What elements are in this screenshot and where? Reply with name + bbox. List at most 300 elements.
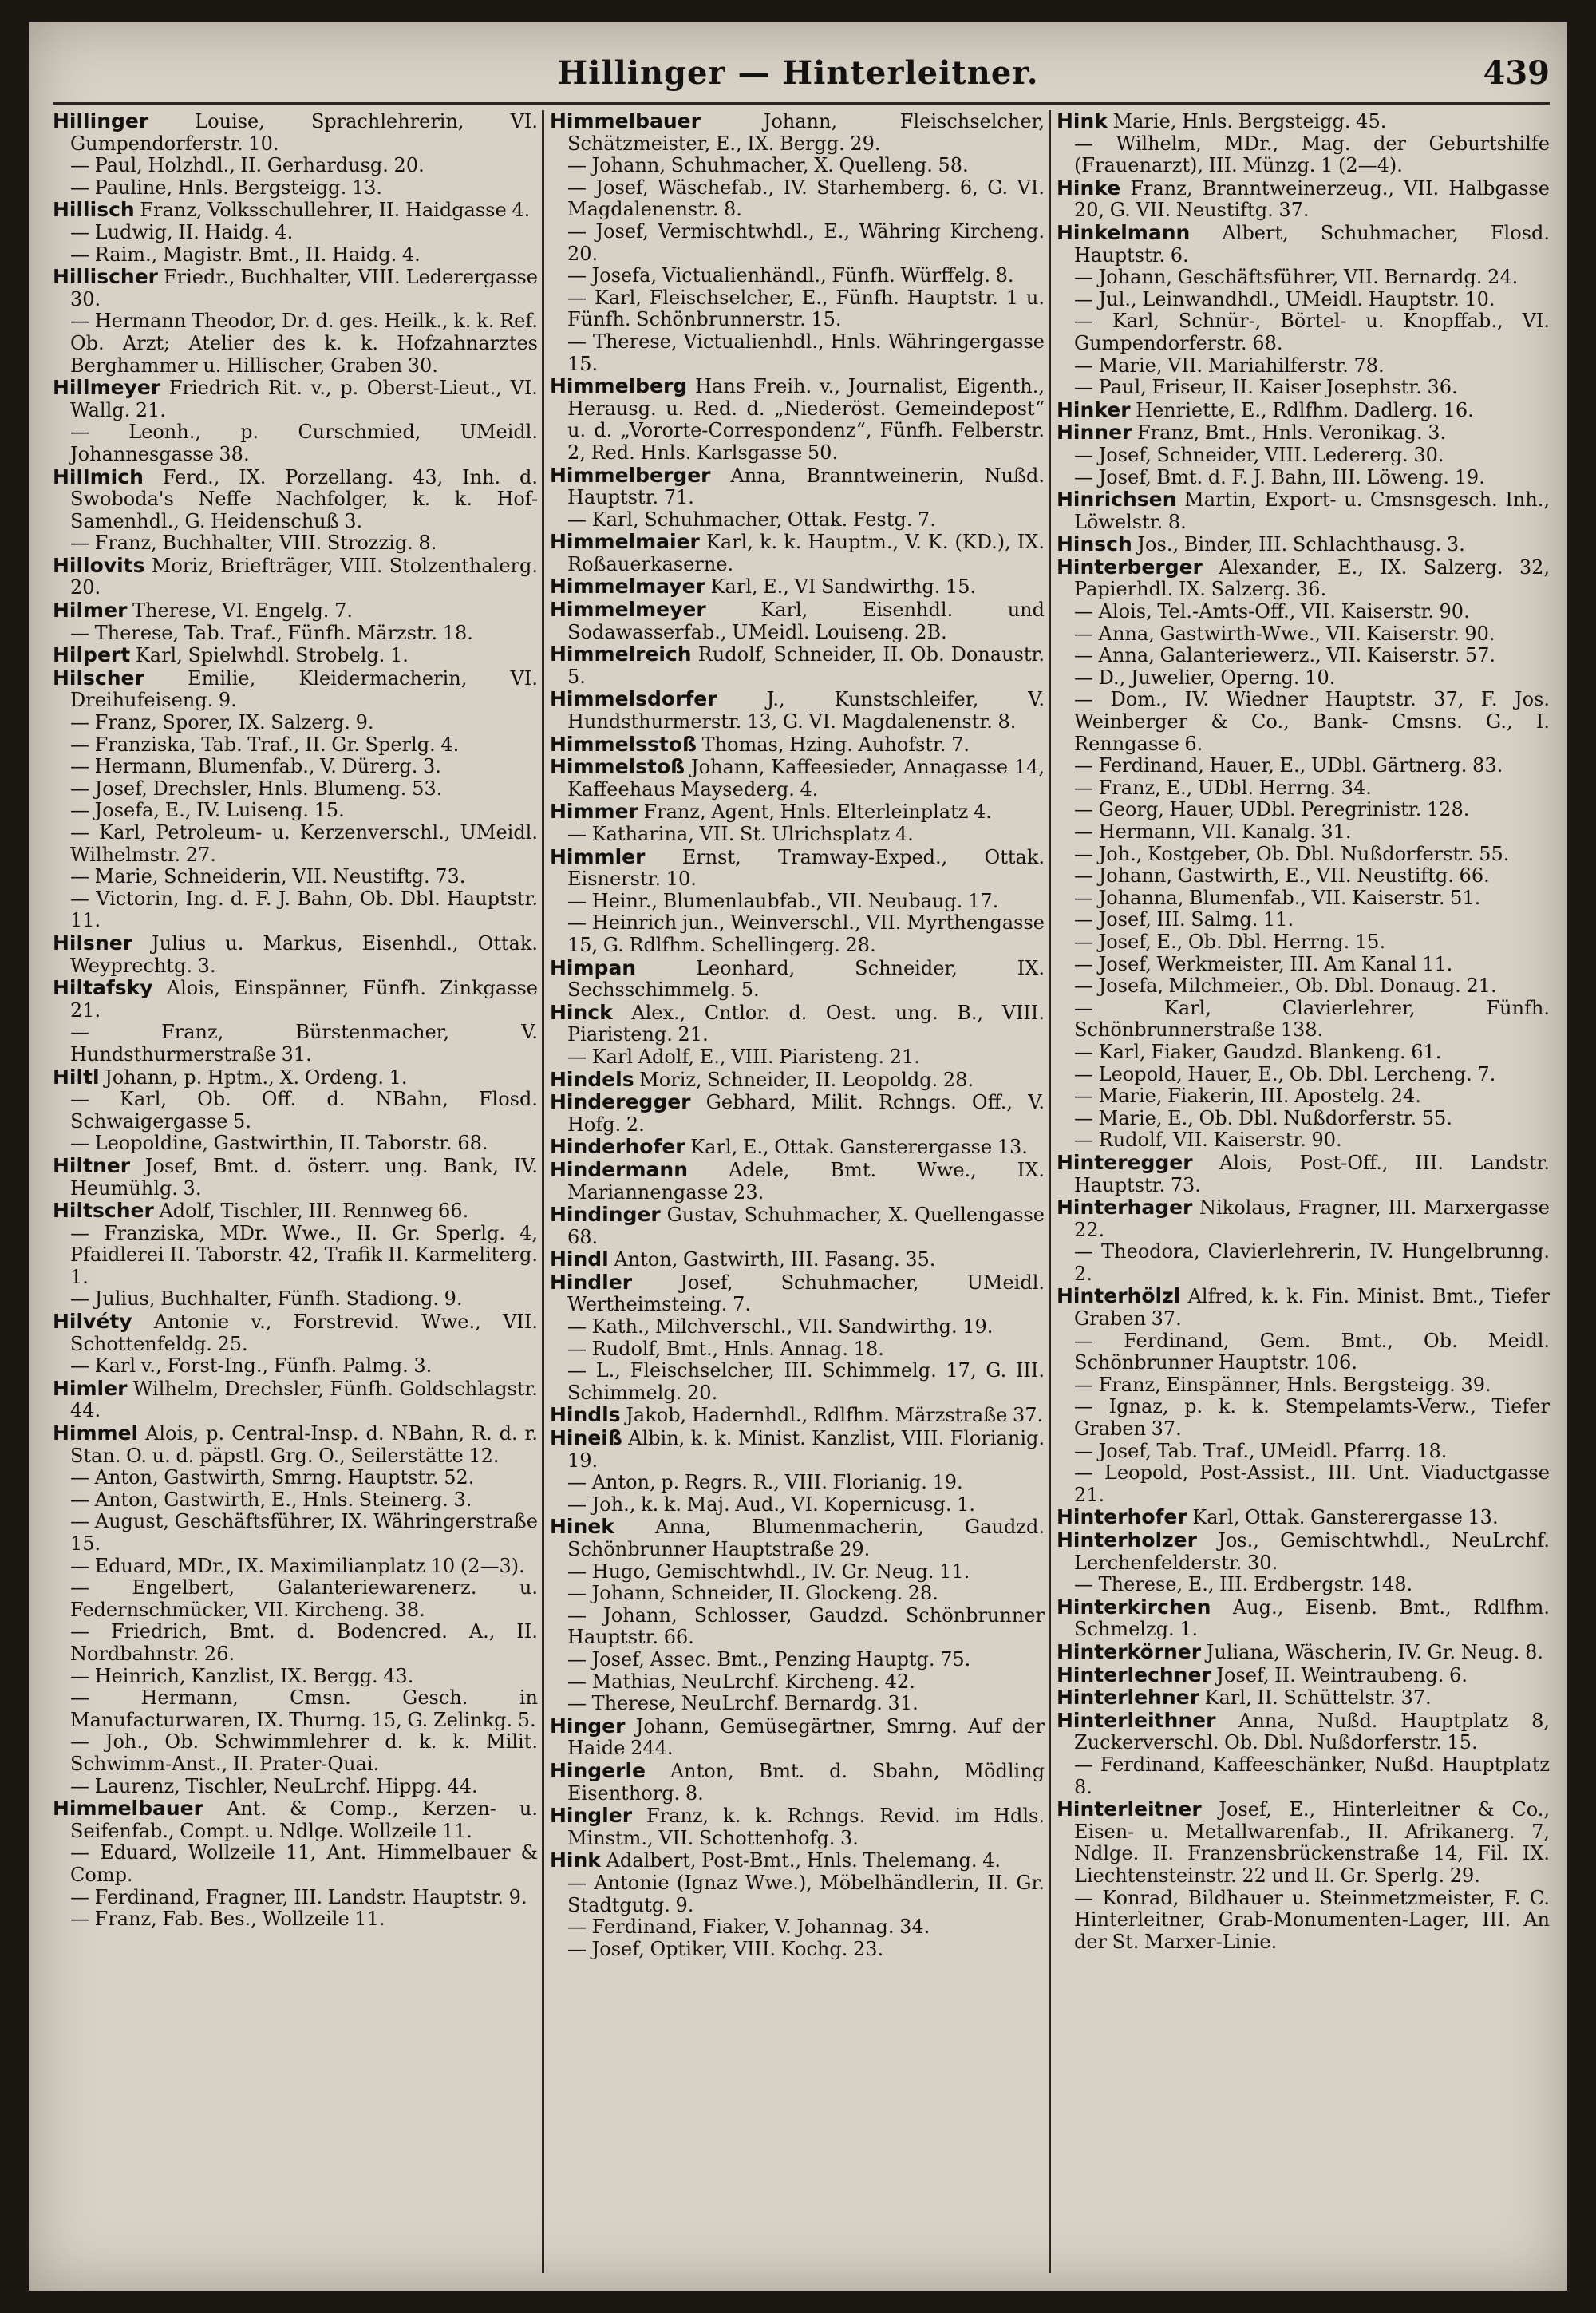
directory-entry <box>53 1908 538 1931</box>
entry-text: Marie, Hnls. Bergsteigg. 45. <box>1107 110 1387 132</box>
directory-entry <box>550 375 1045 464</box>
directory-entry <box>53 1556 538 1578</box>
directory-entry <box>53 266 538 310</box>
directory-entry <box>53 932 538 977</box>
entry-surname: Himmel <box>53 1421 139 1445</box>
entry-text: Karl, Clavierlehrer, Fünfh. Schönbrunnerstraße 138. <box>1074 996 1550 1042</box>
entry-surname: Hinterholzer <box>1057 1528 1197 1552</box>
entry-text: Hermann, Cmsn. Gesch. in Manufacturwaren, IX. Thurng. 15, G. Zelinkg. 5. <box>70 1686 538 1731</box>
directory-entry <box>550 1360 1045 1404</box>
entry-text: Adalbert, Post-Bmt., Hnls. Thelemang. 4. <box>600 1849 1001 1872</box>
entry-text: Josef, Assec. Bmt., Penzing Hauptg. 75. <box>591 1647 971 1670</box>
entry-text: Ludwig, II. Haidg. 4. <box>94 220 294 243</box>
entry-text: Paul, Friseur, II. Kaiser Josephstr. 36. <box>1098 376 1458 399</box>
entry-surname: Himmelmaier <box>550 530 700 554</box>
directory-entry <box>1057 1285 1550 1330</box>
entry-text: Henriette, E., Rdlfhm. Dadlerg. 16. <box>1130 398 1474 421</box>
directory-entry <box>53 1378 538 1422</box>
directory-entry <box>53 421 538 465</box>
entry-text: Louise, Sprachlehrerin, VI. Gumpendorferstr. 10. <box>70 110 538 155</box>
entry-text: Emilie, Kleidermacherin, VI. Dreihufeiseng. 9. <box>70 666 538 712</box>
entry-surname: Hinterhager <box>1057 1196 1193 1220</box>
entry-surname: Hinsch <box>1057 532 1132 556</box>
entry-surname: Hinterhölzl <box>1057 1284 1181 1308</box>
entry-text: Karl, Ottak. Gansterergasse 13. <box>1187 1506 1499 1529</box>
directory-entry <box>53 466 538 533</box>
entry-text: Alois, Tel.-Amts-Off., VII. Kaiserstr. 90. <box>1098 600 1470 623</box>
directory-entry <box>53 1577 538 1621</box>
directory-entry <box>1057 623 1550 646</box>
directory-entry <box>53 1797 538 1842</box>
directory-entry <box>53 155 538 177</box>
directory-entry <box>53 1887 538 1909</box>
entry-text: Karl, E., VI Sandwirthg. 15. <box>705 575 977 599</box>
directory-entry <box>550 1002 1045 1046</box>
directory-entry <box>550 110 1045 155</box>
entry-surname: Himmelstoß <box>550 755 685 779</box>
entry-surname: Hiltner <box>53 1153 131 1177</box>
directory-entry <box>1057 888 1550 910</box>
directory-entry <box>550 1159 1045 1204</box>
entry-text: Anton, p. Regrs. R., VIII. Florianig. 19. <box>591 1471 963 1494</box>
directory-entry <box>53 1621 538 1665</box>
entry-text: Johann, p. Hptm., X. Ordeng. 1. <box>99 1066 408 1089</box>
directory-entry <box>53 977 538 1022</box>
directory-entry <box>550 465 1045 509</box>
entry-surname: Hinkelmann <box>1057 220 1191 244</box>
entry-text: Ferd., IX. Porzellang. 43, Inh. d. Swoboda's Neffe Nachfolger, k. k. Hof-Samenhdl., G. Heidenschuß 3. <box>70 465 538 532</box>
entry-text: Karl v., Forst-Ing., Fünfh. Palmg. 3. <box>94 1354 433 1378</box>
entry-text: Therese, Victualienhdl., Hnls. Währingergasse 15. <box>567 330 1045 375</box>
directory-entry <box>53 555 538 599</box>
entry-text: Johann, Fleischselcher, Schätzmeister, E., IX. Bergg. 29. <box>567 110 1045 155</box>
directory-entry <box>550 1404 1045 1427</box>
directory-entry <box>1057 445 1550 467</box>
directory-entry <box>1057 1462 1550 1506</box>
entry-surname: Hillisch <box>53 198 135 222</box>
entry-text: Rudolf, Schneider, II. Ob. Donaustr. 5. <box>567 643 1045 688</box>
directory-entry <box>1057 533 1550 556</box>
entry-text: Karl, Petroleum- u. Kerzenverschl., UMeidl. Wilhelmstr. 27. <box>70 821 538 866</box>
entry-text: Friedr., Buchhalter, VIII. Lederergasse 30. <box>70 266 538 310</box>
entry-text: Heinrich, Kanzlist, IX. Bergg. 43. <box>94 1664 414 1687</box>
entry-text: Anna, Galanteriewerz., VII. Kaiserstr. 57. <box>1098 644 1496 667</box>
entry-surname: Hiltafsky <box>53 976 153 1000</box>
entry-surname: Himmelreich <box>550 642 692 666</box>
entry-surname: Hilscher <box>53 666 144 690</box>
directory-entry <box>1057 1574 1550 1596</box>
entry-text: Karl, Schuhmacher, Ottak. Festg. 7. <box>591 508 936 531</box>
entry-text: Konrad, Bildhauer u. Steinmetzmeister, F. C. Hinterleitner, Grab-Monumenten-Lager, III. An der St. Marxer-Linie. <box>1074 1886 1550 1953</box>
entry-text: Franz, k. k. Rchngs. Revid. im Hdls. Minstm., VII. Schottenhofg. 3. <box>567 1805 1045 1849</box>
entry-text: Leopold, Post-Assist., III. Unt. Viaductgasse 21. <box>1074 1461 1550 1506</box>
entry-text: Josef, Vermischtwhdl., E., Währing Kircheng. 20. <box>567 219 1045 265</box>
directory-entry <box>53 1155 538 1200</box>
entry-text: Johann, Schuhmacher, X. Quelleng. 58. <box>591 154 969 177</box>
directory-entry <box>53 199 538 222</box>
directory-entry <box>1057 1441 1550 1463</box>
directory-entry <box>550 1583 1045 1605</box>
directory-entry <box>53 222 538 244</box>
directory-entry <box>1057 777 1550 800</box>
entry-text: Josef, Werkmeister, III. Am Kanal 11. <box>1098 952 1453 975</box>
directory-entry <box>550 221 1045 265</box>
directory-entry <box>550 756 1045 801</box>
directory-entry <box>53 800 538 822</box>
directory-entry <box>1057 1374 1550 1397</box>
entry-surname: Hilpert <box>53 643 131 667</box>
entry-text: Marie, Fiakerin, III. Apostelg. 24. <box>1098 1085 1421 1108</box>
entry-text: Anton, Gastwirth, E., Hnls. Steinerg. 3. <box>94 1488 472 1511</box>
entry-text: D., Juwelier, Operng. 10. <box>1098 666 1336 689</box>
entry-text: Josefa, Victualienhändl., Fünfh. Würffelg. 8. <box>591 264 1014 287</box>
entry-text: Julius u. Markus, Eisenhdl., Ottak. Weyprechtg. 3. <box>70 931 538 977</box>
directory-entry <box>550 531 1045 575</box>
directory-entry <box>550 824 1045 846</box>
directory-entry <box>1057 1042 1550 1064</box>
entry-surname: Hillischer <box>53 265 158 289</box>
directory-entry <box>1057 954 1550 976</box>
entry-text: Karl, Spielwhdl. Strobelg. 1. <box>130 644 409 667</box>
entry-surname: Hindinger <box>550 1203 661 1227</box>
entry-surname: Hinderegger <box>550 1090 691 1114</box>
entry-surname: Hillmeyer <box>53 376 161 400</box>
entry-text: Josef, E., Hinterleitner & Co., Eisen- u. Metallwarenfab., II. Afrikanerg. 7, Ndlge. II. Franzensbrückenstraße 14, Fil. IX. Liechtensteinstr. 22 und II. Gr. Sperlg. 29. <box>1074 1798 1550 1887</box>
entry-text: Anna, Nußd. Hauptplatz 8, Zuckerverschl. Ob. Dbl. Nußdorferstr. 15. <box>1074 1709 1550 1754</box>
entry-text: Ferdinand, Hauer, E., UDbl. Gärtnerg. 83. <box>1098 754 1503 777</box>
directory-entry <box>1057 1754 1550 1798</box>
entry-text: Wilhelm, MDr., Mag. der Geburtshilfe (Frauenarzt), III. Münzg. 1 (2—4). <box>1074 132 1550 177</box>
entry-surname: Hindels <box>550 1067 634 1091</box>
entry-text: Nikolaus, Fragner, III. Marxergasse 22. <box>1074 1196 1550 1241</box>
directory-entry <box>53 822 538 866</box>
directory-entry <box>1057 1664 1550 1687</box>
directory-entry <box>1057 1196 1550 1241</box>
entry-text: Anton, Bmt. d. Sbahn, Mödling Eisenthorg. 8. <box>567 1759 1045 1805</box>
entry-text: Wilhelm, Drechsler, Fünfh. Goldschlagstr. 44. <box>70 1377 538 1422</box>
entry-text: Hermann Theodor, Dr. d. ges. Heilk., k. k. Ref. Ob. Arzt; Atelier des k. k. Hofzahnarztes Berghammer u. Hillischer, Graben 30. <box>70 310 538 377</box>
entry-text: Franziska, MDr. Wwe., II. Gr. Sperlg. 4, Pfaidlerei II. Taborstr. 42, Trafik II. Karmeliterg. 1. <box>70 1221 538 1288</box>
entry-surname: Himmelmayer <box>550 575 705 599</box>
directory-entry <box>1057 1596 1550 1641</box>
entry-surname: Hinek <box>550 1515 614 1539</box>
entry-text: Heinr., Blumenlaubfab., VII. Neubaug. 17. <box>591 889 999 912</box>
entry-surname: Hinterberger <box>1057 555 1203 579</box>
directory-entry <box>550 287 1045 331</box>
entry-text: Josef, Wäschefab., IV. Starhemberg. 6, G. VI. Magdalenenstr. 8. <box>567 176 1045 221</box>
directory-entry <box>53 1731 538 1775</box>
directory-entry <box>550 155 1045 177</box>
entry-surname: Himmelbauer <box>550 110 701 132</box>
entry-text: Anna, Gastwirth-Wwe., VII. Kaiserstr. 90. <box>1098 622 1495 645</box>
directory-entry <box>550 599 1045 643</box>
entry-text: L., Fleischselcher, III. Schimmelg. 17, G. III. Schimmelg. 20. <box>567 1359 1045 1404</box>
entry-text: Anton, Gastwirth, III. Fasang. 35. <box>608 1248 936 1271</box>
entry-text: Josef, Bmt. d. österr. ung. Bank, IV. Heumühlg. 3. <box>70 1154 538 1200</box>
directory-entry <box>1057 267 1550 289</box>
entry-surname: Hilsner <box>53 931 133 955</box>
entry-text: Ant. & Comp., Kerzen- u. Seifenfab., Compt. u. Ndlge. Wollzeile 11. <box>70 1797 538 1842</box>
directory-entry <box>1057 1085 1550 1108</box>
directory-entry <box>53 310 538 377</box>
directory-entry <box>1057 1241 1550 1285</box>
entry-surname: Himmelbauer <box>53 1797 203 1821</box>
directory-entry <box>550 1561 1045 1584</box>
entry-text: Eduard, MDr., IX. Maximilianplatz 10 (2—3). <box>94 1554 525 1577</box>
entry-text: Katharina, VII. St. Ulrichsplatz 4. <box>591 823 914 845</box>
column-divider <box>1049 110 1051 2273</box>
entry-text: Joh., Ob. Schwimmlehrer d. k. k. Milit. Schwimm-Anst., II. Prater-Quai. <box>70 1730 538 1775</box>
entry-text: Julius, Buchhalter, Fünfh. Stadiong. 9. <box>94 1287 463 1311</box>
entry-text: Albin, k. k. Minist. Kanzlist, VIII. Florianig. 19. <box>567 1427 1045 1472</box>
entry-text: Ferdinand, Kaffeeschänker, Nußd. Hauptplatz 8. <box>1074 1753 1550 1798</box>
directory-entry <box>53 1776 538 1798</box>
entry-surname: Himmelsstoß <box>550 732 697 756</box>
entry-text: Alois, p. Central-Insp. d. NBahn, R. d. r. Stan. O. u. d. päpstl. Grg. O., Seilerstätte 12. <box>70 1422 538 1467</box>
directory-entry <box>1057 355 1550 378</box>
directory-entry <box>53 866 538 888</box>
directory-entry <box>1057 998 1550 1042</box>
entry-text: Ignaz, p. k. k. Stempelamts-Verw., Tiefer Graben 37. <box>1074 1395 1550 1441</box>
directory-entry <box>550 957 1045 1002</box>
directory-entry <box>550 1605 1045 1649</box>
directory-entry <box>550 1427 1045 1472</box>
entry-text: Franz, Sporer, IX. Salzerg. 9. <box>94 711 374 734</box>
entry-text: Albert, Schuhmacher, Flosd. Hauptstr. 6. <box>1074 221 1550 267</box>
entry-text: Joh., Kostgeber, Ob. Dbl. Nußdorferstr. 55. <box>1098 842 1510 865</box>
directory-entry <box>1057 601 1550 623</box>
entry-text: Friedrich Rit. v., p. Oberst-Lieut., VI. Wallg. 21. <box>70 377 538 421</box>
entry-text: Paul, Holzhdl., II. Gerhardusg. 20. <box>94 154 425 177</box>
entry-text: Alois, Post-Off., III. Landstr. Hauptstr. 73. <box>1074 1151 1550 1196</box>
entry-text: Antonie v., Forstrevid. Wwe., VII. Schottenfeldg. 25. <box>70 1311 538 1355</box>
directory-entry <box>53 1355 538 1378</box>
header-rule <box>53 102 1550 105</box>
entry-surname: Hink <box>550 1848 601 1872</box>
entry-text: Adele, Bmt. Wwe., IX. Mariannengasse 23. <box>567 1158 1045 1204</box>
directory-entry <box>1057 821 1550 844</box>
directory-entry <box>1057 689 1550 755</box>
directory-entry <box>550 1494 1045 1516</box>
directory-entry <box>1057 1108 1550 1130</box>
entry-surname: Hink <box>1057 110 1108 132</box>
entry-surname: Hillovits <box>53 553 145 577</box>
directory-entry <box>550 801 1045 824</box>
directory-entry <box>1057 421 1550 445</box>
entry-text: Hans Freih. v., Journalist, Eigenth., Herausg. u. Red. d. „Niederöst. Gemeindepost“ u. d. „Vororte-Correspondenz“, Fünfh. Felberstr. 2, Red. Hnls. Karlsgasse 50. <box>567 375 1045 464</box>
entry-surname: Hineiß <box>550 1426 622 1450</box>
entry-text: Hermann, Blumenfab., V. Dürerg. 3. <box>94 755 441 778</box>
entry-text: Jakob, Hadernhdl., Rdlfhm. Märzstraße 37. <box>620 1404 1044 1427</box>
entry-text: Theodora, Clavierlehrerin, IV. Hungelbrunng. 2. <box>1074 1240 1550 1285</box>
directory-entry <box>550 846 1045 891</box>
entry-text: Anna, Blumenmacherin, Gaudzd. Schönbrunner Hauptstraße 29. <box>567 1516 1045 1560</box>
entry-text: Franz, E., UDbl. Herrng. 34. <box>1098 776 1372 799</box>
directory-entry <box>53 1200 538 1223</box>
entry-surname: Hilvéty <box>53 1310 132 1334</box>
entry-text: Karl Adolf, E., VIII. Piaristeng. 21. <box>591 1045 920 1068</box>
directory-entry <box>53 1666 538 1688</box>
entry-text: Friedrich, Bmt. d. Bodencred. A., II. Nordbahnstr. 26. <box>70 1620 538 1665</box>
entry-text: Raim., Magistr. Bmt., II. Haidg. 4. <box>94 243 421 266</box>
directory-entry <box>53 532 538 555</box>
entry-text: Rudolf, VII. Kaiserstr. 90. <box>1098 1129 1342 1152</box>
directory-entry <box>550 1715 1045 1760</box>
entry-text: Franz, Buchhalter, VIII. Strozzig. 8. <box>94 532 437 555</box>
entry-text: Johann, Gastwirth, E., VII. Neustiftg. 66. <box>1098 864 1490 888</box>
entry-surname: Hinterleithner <box>1057 1708 1216 1732</box>
entry-text: Leopold, Hauer, E., Ob. Dbl. Lercheng. 7. <box>1098 1062 1496 1085</box>
directory-entry <box>1057 133 1550 177</box>
directory-entry <box>1057 755 1550 777</box>
entry-text: Victorin, Ing. d. F. J. Bahn, Ob. Dbl. Hauptstr. 11. <box>70 887 538 932</box>
entry-surname: Hinrichsen <box>1057 488 1177 512</box>
directory-entry <box>1057 1330 1550 1374</box>
directory-entry <box>550 1849 1045 1872</box>
entry-text: August, Geschäftsführer, IX. Währingerstraße 15. <box>70 1510 538 1555</box>
directory-entry <box>1057 1064 1550 1086</box>
entry-text: Josef, III. Salmg. 11. <box>1098 908 1294 931</box>
entry-text: Alexander, E., IX. Salzerg. 32, Papierhdl. IX. Salzerg. 36. <box>1074 556 1550 601</box>
directory-entry <box>1057 310 1550 354</box>
directory-entry <box>53 1311 538 1355</box>
entry-surname: Hingerle <box>550 1758 646 1782</box>
directory-entry <box>550 575 1045 599</box>
directory-entry <box>550 331 1045 375</box>
directory-entry <box>1057 975 1550 998</box>
entry-text: Karl, Eisenhdl. und Sodawasserfab., UMeidl. Louiseng. 2B. <box>567 599 1045 643</box>
entry-text: Ferdinand, Fiaker, V. Johannag. 34. <box>591 1916 930 1939</box>
directory-entry <box>53 1089 538 1133</box>
entry-text: Therese, VI. Engelg. 7. <box>127 599 353 623</box>
entry-surname: Himmelberger <box>550 463 711 487</box>
entry-text: Moriz, Briefträger, VIII. Stolzenthalerg. 20. <box>70 554 538 599</box>
directory-entry <box>53 712 538 734</box>
entry-surname: Hinteregger <box>1057 1150 1193 1174</box>
entry-surname: Hinterkirchen <box>1057 1595 1211 1619</box>
entry-text: Karl, Schnür-, Börtel- u. Knopffab., VI. Gumpendorferstr. 68. <box>1074 310 1550 354</box>
entry-text: Josef, Schneider, VIII. Ledererg. 30. <box>1098 443 1444 466</box>
entry-text: Dom., IV. Wiedner Hauptstr. 37, F. Jos. Weinberger & Co., Bank- Cmsns. G., I. Renngasse 6. <box>1074 688 1550 755</box>
entry-surname: Hinck <box>550 1000 613 1024</box>
directory-entry <box>1057 799 1550 821</box>
entry-text: Josefa, E., IV. Luiseng. 15. <box>94 799 345 822</box>
directory-entry <box>550 733 1045 757</box>
directory-entry <box>550 1516 1045 1560</box>
entry-surname: Hillinger <box>53 110 149 132</box>
directory-entry <box>550 688 1045 733</box>
directory-entry <box>53 644 538 667</box>
directory-entry <box>1057 377 1550 399</box>
directory-entry <box>1057 1888 1550 1954</box>
entry-text: Therese, Tab. Traf., Fünfh. Märzstr. 18. <box>94 621 473 644</box>
directory-entry <box>1057 399 1550 422</box>
directory-entry <box>53 667 538 712</box>
entry-surname: Hilmer <box>53 599 128 623</box>
entry-text: Franz, Volksschullehrer, II. Haidgasse 4. <box>134 199 531 222</box>
directory-entry <box>550 1671 1045 1694</box>
entry-text: Karl, Fleischselcher, E., Fünfh. Hauptstr. 1 u. Fünfh. Schönbrunnerstr. 15. <box>567 286 1045 331</box>
directory-entry <box>53 1066 538 1089</box>
entry-text: Hermann, VII. Kanalg. 31. <box>1098 820 1352 843</box>
directory-entry <box>1057 110 1550 133</box>
directory-entry <box>53 599 538 623</box>
directory-entry <box>550 1693 1045 1715</box>
entry-text: Anna, Branntweinerin, Nußd. Hauptstr. 71. <box>567 464 1045 509</box>
directory-entry <box>550 265 1045 287</box>
directory-entry <box>550 1649 1045 1671</box>
entry-text: Rudolf, Bmt., Hnls. Annag. 18. <box>591 1337 884 1360</box>
entry-text: Ernst, Tramway-Exped., Ottak. Eisnerstr. 10. <box>567 845 1045 891</box>
page-header <box>29 37 1567 101</box>
entry-text: Anton, Gastwirth, Smrng. Hauptstr. 52. <box>94 1466 475 1489</box>
entry-text: Karl, Ob. Off. d. NBahn, Flosd. Schwaigergasse 5. <box>70 1088 538 1133</box>
entry-text: Marie, E., Ob. Dbl. Nußdorferstr. 55. <box>1098 1106 1452 1129</box>
directory-page <box>29 22 1567 2291</box>
entry-surname: Hinger <box>550 1714 626 1738</box>
entry-surname: Hinterhofer <box>1057 1505 1187 1529</box>
directory-entry <box>1057 909 1550 931</box>
directory-entry <box>550 1338 1045 1361</box>
entry-text: Martin, Export- u. Cmsnsgesch. Inh., Löwelstr. 8. <box>1074 488 1550 533</box>
entry-surname: Hiltl <box>53 1065 100 1089</box>
directory-entry <box>1057 1129 1550 1152</box>
entry-text: Mathias, NeuLrchf. Kircheng. 42. <box>591 1670 915 1693</box>
directory-entry <box>550 1136 1045 1159</box>
entry-text: Antonie (Ignaz Wwe.), Möbelhändlerin, II. Gr. Stadtgutg. 9. <box>567 1871 1045 1916</box>
directory-entry <box>1057 1686 1550 1710</box>
entry-text: Josef, Optiker, VIII. Kochg. 23. <box>591 1937 884 1960</box>
directory-entry <box>53 1489 538 1512</box>
directory-entry <box>550 177 1045 221</box>
directory-entry <box>53 377 538 421</box>
entry-text: J., Kunstschleifer, V. Hundsthurmerstr. 13, G. VI. Magdalenenstr. 8. <box>567 688 1045 733</box>
entry-text: Gebhard, Milit. Rchngs. Off., V. Hofg. 2. <box>567 1091 1045 1136</box>
directory-entry <box>1057 844 1550 866</box>
entry-surname: Hingler <box>550 1804 633 1828</box>
entry-surname: Himler <box>53 1376 128 1400</box>
entry-text: Aug., Eisenb. Bmt., Rdlfhm. Schmelzg. 1. <box>1074 1595 1550 1641</box>
entry-text: Josef, Schuhmacher, UMeidl. Wertheimsteing. 7. <box>567 1271 1045 1316</box>
directory-entry <box>53 778 538 801</box>
entry-text: Marie, VII. Mariahilferstr. 78. <box>1098 354 1385 377</box>
entry-text: Johann, Schneider, II. Glockeng. 28. <box>591 1582 938 1605</box>
entry-text: Alois, Einspänner, Fünfh. Zinkgasse 21. <box>70 977 538 1022</box>
directory-entry <box>550 1472 1045 1494</box>
entry-text: Franz, Fab. Bes., Wollzeile 11. <box>94 1908 385 1931</box>
directory-entry <box>53 1842 538 1886</box>
entry-text: Pauline, Hnls. Bergsteigg. 13. <box>94 176 383 199</box>
entry-text: Hugo, Gemischtwhdl., IV. Gr. Neug. 11. <box>591 1560 970 1583</box>
directory-entry <box>550 891 1045 913</box>
directory-entry <box>53 1022 538 1066</box>
entry-surname: Hillmich <box>53 465 144 488</box>
directory-entry <box>550 1069 1045 1092</box>
entry-surname: Hindermann <box>550 1157 688 1181</box>
entry-surname: Himmler <box>550 844 646 868</box>
entry-text: Johanna, Blumenfab., VII. Kaiserstr. 51. <box>1098 886 1481 909</box>
directory-entry <box>53 244 538 267</box>
directory-entry <box>53 1288 538 1311</box>
entry-text: Franziska, Tab. Traf., II. Gr. Sperlg. 4. <box>94 733 460 756</box>
directory-entry <box>550 1916 1045 1939</box>
entry-text: Jos., Gemischtwhdl., NeuLrchf. Lerchenfelderstr. 30. <box>1074 1529 1550 1574</box>
directory-entry <box>1057 931 1550 954</box>
directory-entry <box>53 1223 538 1289</box>
directory-entry <box>1057 467 1550 489</box>
directory-entry <box>53 888 538 932</box>
entry-text: Josef, Bmt. d. F. J. Bahn, III. Löweng. 19. <box>1098 465 1485 488</box>
